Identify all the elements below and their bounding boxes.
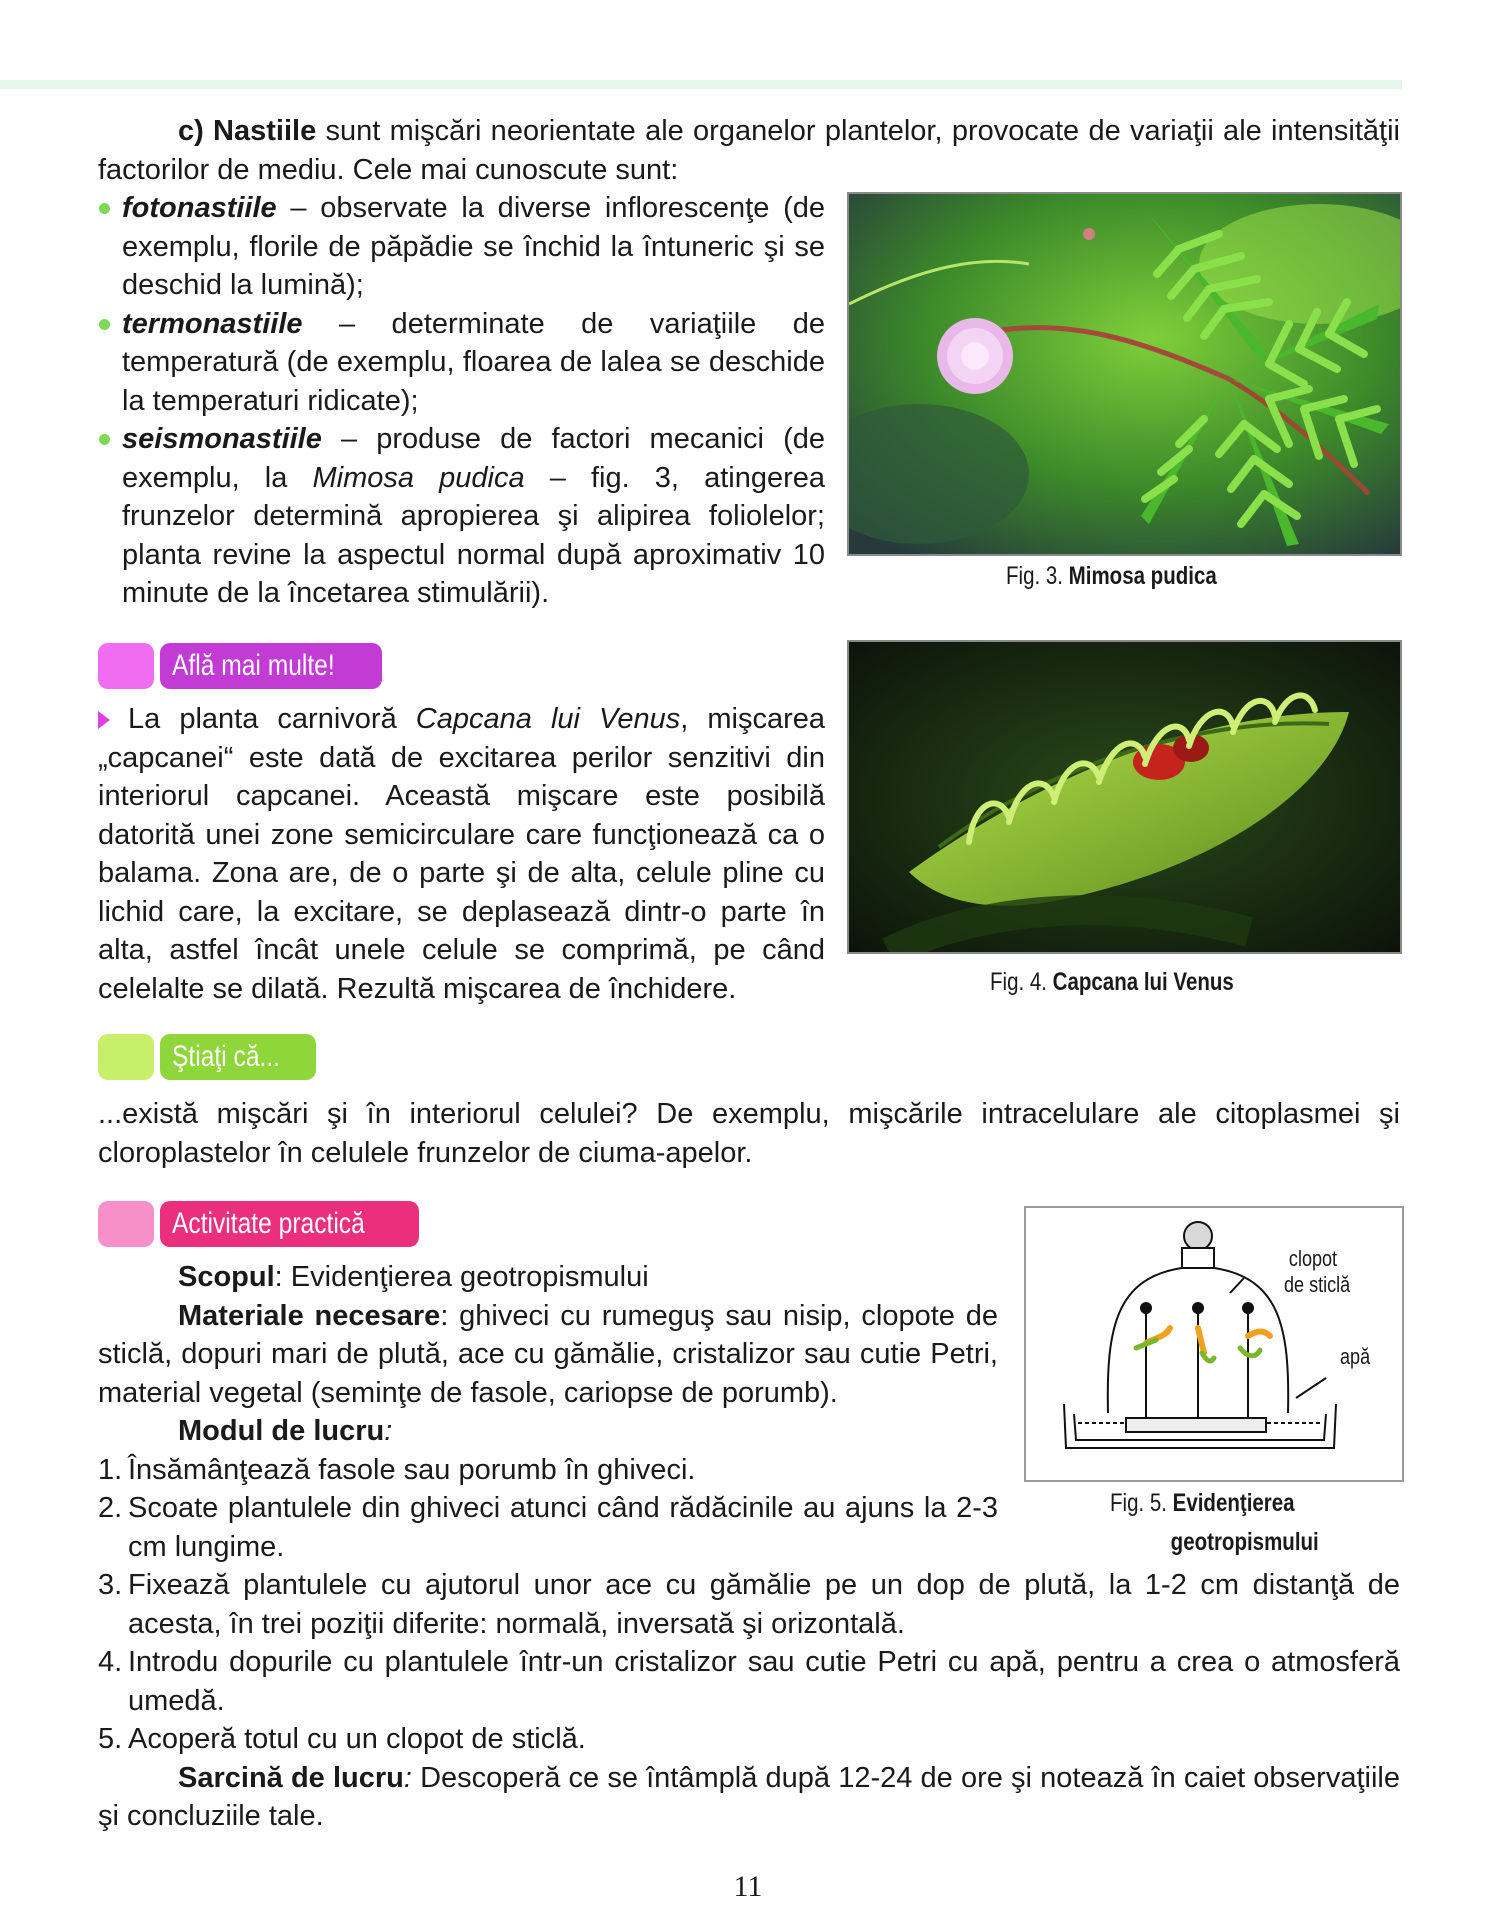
fig4-caption bbox=[990, 968, 1234, 997]
activitate-square bbox=[98, 1201, 154, 1247]
step-text: Scoate plantulele din ghiveci atunci când rădăcinile au ajuns la 2-3 cm lungime. bbox=[128, 1492, 998, 1563]
bullet-text: – determinate de variaţiile de temperatură (de exemplu, floarea de lalea se deschide la temperaturi ridicate); bbox=[122, 307, 825, 417]
fig4-prefix: Fig. 4. bbox=[990, 968, 1053, 996]
activitate-heading-text: Activitate practică bbox=[172, 1207, 365, 1240]
scop-text: : Evidenţierea geotropismului bbox=[274, 1261, 649, 1293]
bullet-text: – produse de factori mecanici (de exemplu, la bbox=[122, 423, 825, 494]
fig4-title: Capcana lui Venus bbox=[1052, 968, 1234, 996]
step-item bbox=[98, 1566, 1400, 1643]
triangle-marker-icon bbox=[98, 711, 110, 729]
activitate-pill bbox=[160, 1201, 419, 1247]
fig5-title-line1: Evidenţierea bbox=[1172, 1489, 1295, 1517]
bullet-dot-icon bbox=[99, 319, 110, 330]
bullet-italic: Mimosa pudica bbox=[312, 461, 525, 494]
intro-lead: c) Nastiile bbox=[178, 115, 317, 147]
clopot-label bbox=[1284, 1246, 1350, 1298]
step-text: Fixează plantulele cu ajutorul unor ace cu gămălie pe un dop de plută, la 1-2 cm distanţă de acesta, în trei poziţii diferite: normală, inversată şi orizontală. bbox=[128, 1569, 1400, 1640]
mimosa-photo bbox=[847, 192, 1402, 556]
bullet-dot-icon bbox=[99, 203, 110, 214]
clopot-label-line2: de sticlă bbox=[1284, 1272, 1351, 1297]
intro-paragraph bbox=[98, 112, 1400, 189]
stiati-text: ...există mişcări şi în interiorul celulei? De exemplu, mişcările intracelulare ale citoplasmei şi cloroplastelor în celulele frunzelor de ciuma-apelor. bbox=[98, 1098, 1400, 1169]
afla-pill bbox=[160, 643, 382, 689]
step-item bbox=[98, 1489, 998, 1566]
step-text: Însămânţează fasole sau porumb în ghiveci. bbox=[128, 1453, 696, 1486]
afla-paragraph bbox=[98, 700, 825, 1008]
step-number: 2. bbox=[98, 1492, 123, 1524]
step-number: 3. bbox=[98, 1569, 123, 1601]
modul-colon: : bbox=[384, 1415, 393, 1447]
step-number: 4. bbox=[98, 1646, 123, 1678]
afla-heading bbox=[98, 643, 398, 689]
fig3-caption bbox=[1006, 562, 1217, 591]
list-item bbox=[98, 189, 825, 305]
afla-text: , mişcarea „capcanei“ este dată de excitarea perilor senzitivi din interiorul capcanei. Această mişcare este posibilă datorită unei zone semicirculare care funcţionează ca o balama. Zona are, de o parte şi de alta, celule pline cu lichid care, la excitare, se deplasează dintr-o parte în alta, astfel încât unele celule se comprimă, pe când celelalte se dilată. Rezultă mişcarea de închidere. bbox=[98, 703, 825, 1005]
list-item bbox=[98, 305, 825, 421]
stiati-pill bbox=[160, 1034, 316, 1080]
materiale-label: Materiale necesare bbox=[178, 1299, 441, 1332]
step-item bbox=[98, 1643, 1400, 1720]
afla-text: La planta carnivoră bbox=[128, 703, 416, 735]
step-number: 5. bbox=[98, 1723, 123, 1755]
apa-label-text: apă bbox=[1340, 1344, 1371, 1369]
afla-square bbox=[98, 643, 154, 689]
bullet-text: – fig. 3, atingerea frunzelor determină apropierea şi alipirea foliolelor; planta revine la aspectul normal după aproximativ 10 minute de la încetarea stimulării). bbox=[122, 461, 826, 609]
nastii-list bbox=[98, 189, 825, 613]
bullet-text: – observate la diverse inflorescenţe (de exemplu, florile de păpădie se închid la întuneric şi se deschid la lumină); bbox=[122, 192, 825, 301]
apa-label bbox=[1340, 1344, 1370, 1370]
sarcina-colon: : bbox=[403, 1761, 412, 1794]
materiale-text: : ghiveci cu rumeguş sau nisip, clopote de sticlă, dopuri mari de plută, ace cu gămălie, cristalizor sau cutie Petri, material vegetal (seminţe de fasole, cariopse de porumb). bbox=[98, 1299, 998, 1409]
afla-heading-text: Află mai multe! bbox=[172, 649, 335, 682]
clopot-label-line1: clopot bbox=[1288, 1246, 1338, 1271]
sarcina-label: Sarcină de lucru bbox=[178, 1761, 404, 1794]
step-text: Acoperă totul cu un clopot de sticlă. bbox=[128, 1723, 586, 1755]
step-number: 1. bbox=[98, 1453, 123, 1486]
page-number: 11 bbox=[733, 1870, 763, 1903]
venus-flytrap-photo bbox=[847, 640, 1402, 954]
step-item bbox=[98, 1451, 998, 1490]
activitate-intro bbox=[98, 1258, 998, 1566]
activitate-heading bbox=[98, 1201, 418, 1247]
bullet-term: termonastiile bbox=[122, 307, 303, 340]
intro-text: sunt mişcări neorientate ale organelor plantelor, provocate de variaţii ale intensităţii factorilor de mediu. Cele mai cunoscute sunt: bbox=[98, 115, 1400, 186]
fig3-prefix: Fig. 3. bbox=[1006, 562, 1069, 590]
sarcina-text: Descoperă ce se întâmplă după 12-24 de ore şi notează în caiet observaţiile şi concluziile tale. bbox=[98, 1761, 1400, 1832]
activitate-steps bbox=[98, 1566, 1400, 1836]
step-text: Introdu dopurile cu plantulele într-un cristalizor sau cutie Petri cu apă, pentru a crea o atmosferă umedă. bbox=[128, 1646, 1400, 1717]
fig5-caption bbox=[1110, 1484, 1319, 1562]
stiati-square bbox=[98, 1034, 154, 1080]
step-item bbox=[98, 1720, 1400, 1759]
bullet-term: fotonastiile bbox=[122, 192, 277, 224]
bullet-dot-icon bbox=[99, 434, 110, 445]
afla-italic: Capcana lui Venus bbox=[415, 703, 681, 735]
stiati-paragraph bbox=[98, 1095, 1400, 1172]
geotropism-diagram bbox=[1024, 1206, 1404, 1482]
fig5-title-line2: geotropismului bbox=[1170, 1528, 1319, 1556]
list-item bbox=[98, 420, 825, 613]
stiati-heading bbox=[98, 1034, 318, 1080]
fig3-title: Mimosa pudica bbox=[1068, 562, 1217, 590]
top-rule bbox=[0, 80, 1402, 89]
modul-label: Modul de lucru bbox=[178, 1415, 385, 1447]
fig5-prefix: Fig. 5. bbox=[1110, 1489, 1173, 1517]
bullet-term: seismonastiile bbox=[122, 423, 322, 455]
scop-label: Scopul bbox=[178, 1261, 275, 1293]
stiati-heading-text: Ştiaţi că... bbox=[172, 1040, 281, 1073]
